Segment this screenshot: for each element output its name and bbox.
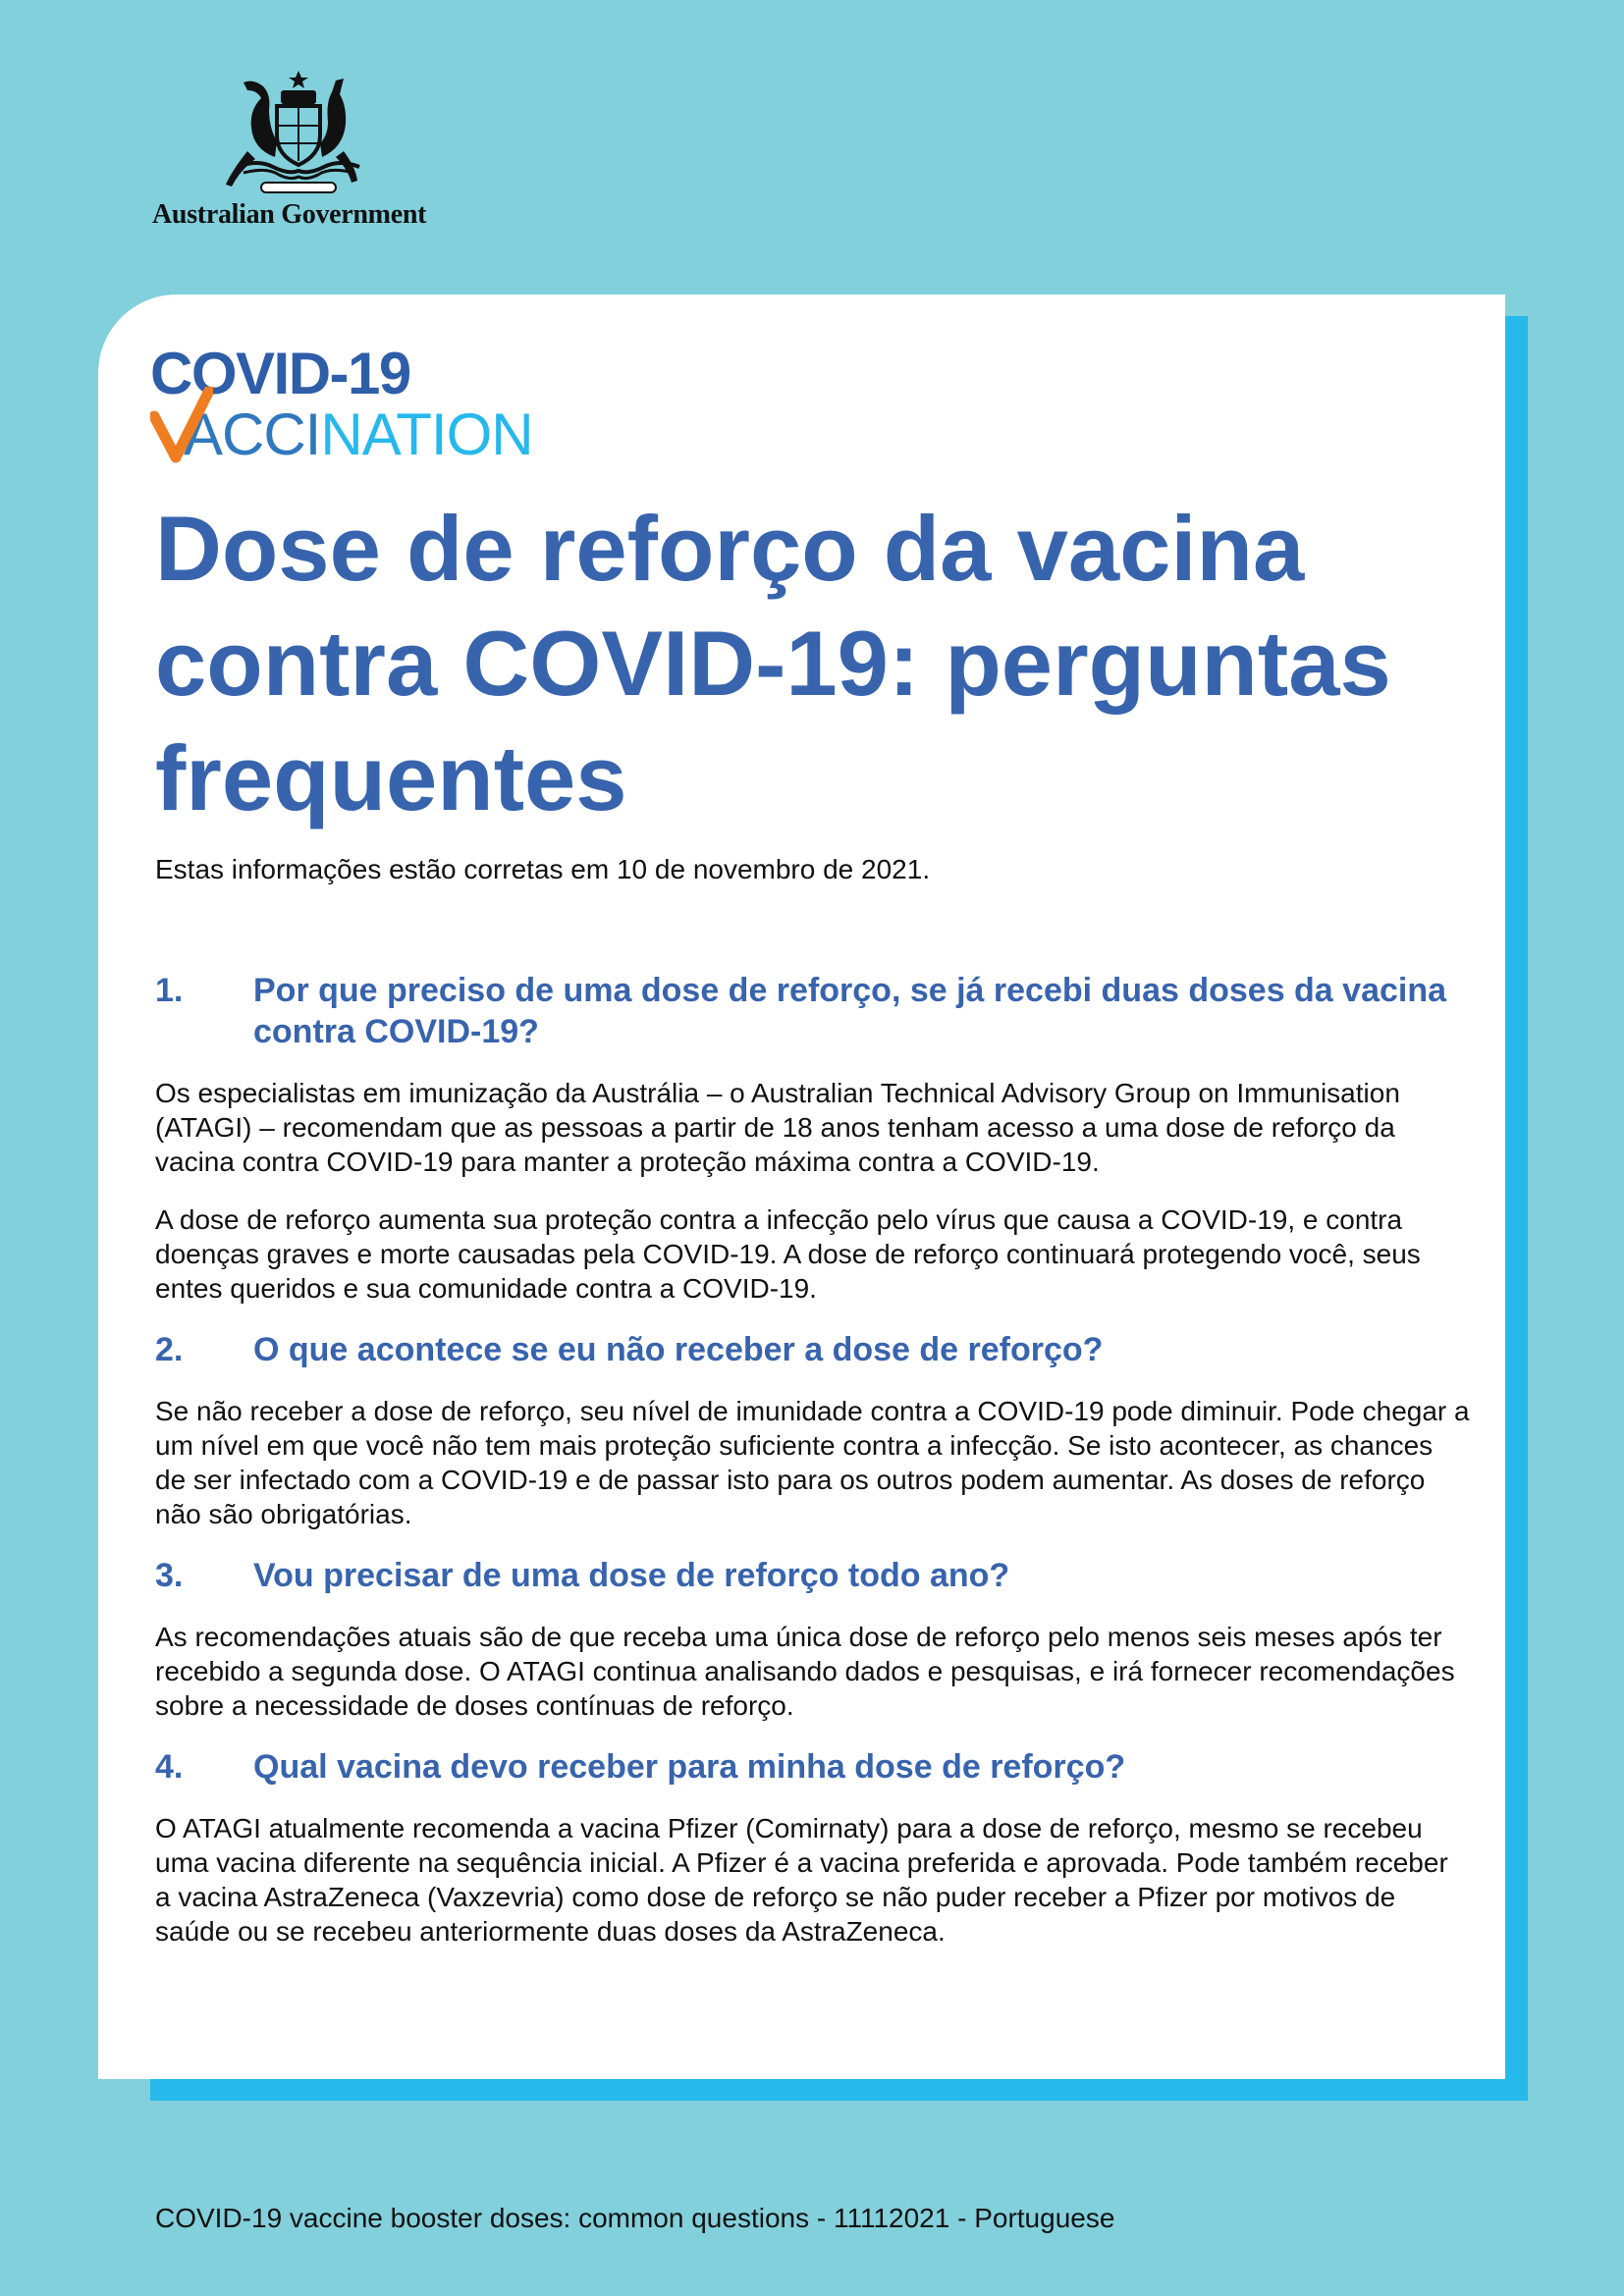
faq-question [155, 1555, 1471, 1596]
faq-question-text: Qual vacina devo receber para minha dose de reforço? [253, 1748, 1126, 1786]
faq-question [155, 1746, 1471, 1788]
faq-answer: A dose de reforço aumenta sua proteção contra a infecção pelo vírus que causa a COVID-19, e contra doenças graves e morte causadas pela COVID-19. A dose de reforço continuará protegendo você, seus entes queridos e sua comunidade contra a COVID-19. [155, 1204, 1421, 1304]
logo-line-2 [184, 401, 533, 467]
faq-list [155, 970, 1471, 1968]
covid-vaccination-logo [150, 341, 602, 467]
faq-question-number: 1. [155, 972, 184, 1009]
header [147, 69, 461, 236]
logo-line-2-part-2: NATION [320, 401, 533, 467]
date-note: Estas informações estão corretas em 10 de novembro de 2021. [155, 854, 931, 884]
faq-question [155, 1329, 1471, 1370]
faq-question-number: 2. [155, 1331, 184, 1368]
government-name: Australian Government [152, 199, 427, 230]
faq-question-number: 3. [155, 1557, 184, 1594]
faq-answer: Se não receber a dose de reforço, seu nível de imunidade contra a COVID-19 pode diminuir. Pode chegar a um nível em que você não tem mais proteção suficiente contra a infecção. Se isto acontecer, as chances de ser infectado com a COVID-19 e de passar isto para os outros podem aumentar. As doses de reforço não são obrigatórias. [155, 1396, 1470, 1529]
content-card [98, 294, 1505, 2079]
faq-answer: As recomendações atuais são de que receba uma única dose de reforço pelo menos seis meses após ter recebido a segunda dose. O ATAGI continua analisando dados e pesquisas, e irá fornecer recomendações sobre a necessidade de doses contínuas de reforço. [155, 1622, 1455, 1721]
faq-question-number: 4. [155, 1748, 184, 1786]
footer-text: COVID-19 vaccine booster doses: common questions - 11112021 - Portuguese [155, 2203, 1115, 2233]
logo-line-2-part-1: ACCI [184, 401, 321, 467]
faq-answer: Os especialistas em imunização da Austrália – o Australian Technical Advisory Group on Immunisation (ATAGI) – recomendam que as pessoas a partir de 18 anos tenham acesso a uma dose de reforço da vacina contra COVID-19 para manter a proteção máxima contra a COVID-19. [155, 1078, 1400, 1177]
faq-question-text: Por que preciso de uma dose de reforço, se já recebi duas doses da vacina contra COVID-19? [253, 972, 1447, 1050]
commonwealth-coat-of-arms-icon [218, 69, 380, 196]
faq-question-text: Vou precisar de uma dose de reforço todo ano? [253, 1557, 1010, 1594]
faq-question [155, 970, 1471, 1052]
faq-answer: O ATAGI atualmente recomenda a vacina Pfizer (Comirnaty) para a dose de reforço, mesmo se recebeu uma vacina diferente na sequência inicial. A Pfizer é a vacina preferida e aprovada. Pode também receber a vacina AstraZeneca (Vaxzevria) como dose de reforço se não puder receber a Pfizer por motivos de saúde ou se recebeu anteriormente duas doses da AstraZeneca. [155, 1813, 1448, 1947]
faq-question-text: O que acontece se eu não receber a dose de reforço? [253, 1331, 1104, 1368]
logo-line-1: COVID-19 [150, 341, 410, 406]
orange-checkmark-icon [150, 387, 213, 465]
page-title: Dose de reforço da vacina contra COVID-19: perguntas frequentes [155, 497, 1391, 829]
